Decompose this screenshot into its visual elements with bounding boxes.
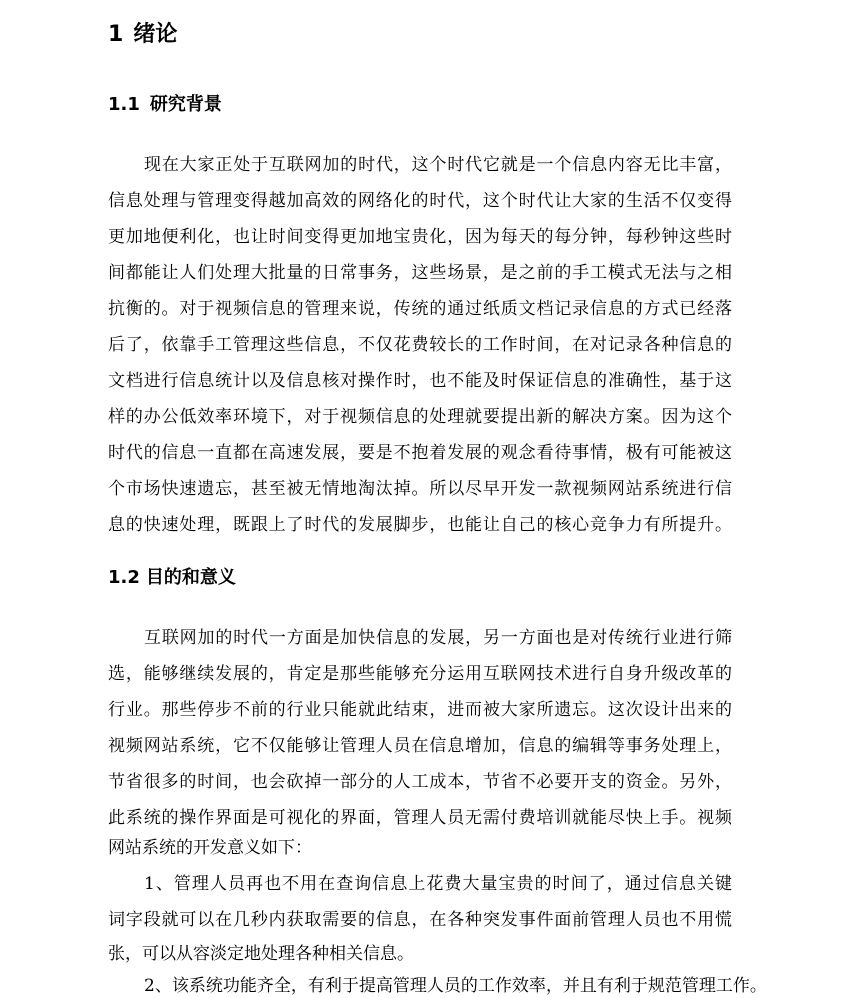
- section-title: 研究背景: [149, 94, 222, 115]
- list-item-line: 1、管理人员再也不用在查询信息上花费大量宝贵的时间了，通过信息关键: [144, 874, 732, 894]
- paragraph-line: 行业。那些停步不前的行业只能就此结束，进而被大家所遗忘。这次设计出来的: [108, 700, 732, 720]
- chapter-number: 1: [108, 22, 124, 47]
- paragraph-line: 视频网站系统，它不仅能够让管理人员在信息增加，信息的编辑等事务处理上，: [108, 736, 732, 756]
- section-heading-1-1: [108, 92, 222, 118]
- paragraph-line: 选，能够继续发展的，肯定是那些能够充分运用互联网技术进行自身升级改革的: [108, 664, 732, 684]
- list-item-line: 张，可以从容淡定地处理各种相关信息。: [108, 944, 414, 964]
- paragraph-line: 此系统的操作界面是可视化的界面，管理人员无需付费培训就能尽快上手。视频: [108, 808, 732, 828]
- chapter-heading: [108, 20, 177, 50]
- section-number: 1.2: [108, 567, 140, 588]
- paragraph-line: 后了，依靠手工管理这些信息，不仅花费较长的工作时间，在对记录各种信息的: [108, 335, 732, 355]
- paragraph-line: 现在大家正处于互联网加的时代，这个时代它就是一个信息内容无比丰富，: [144, 155, 732, 175]
- paragraph-line: 节省很多的时间，也会砍掉一部分的人工成本，节省不必要开支的资金。另外，: [108, 772, 732, 792]
- paragraph-line: 文档进行信息统计以及信息核对操作时，也不能及时保证信息的准确性，基于这: [108, 371, 732, 391]
- list-item-line: 词字段就可以在几秒内获取需要的信息，在各种突发事件面前管理人员也不用慌: [108, 910, 732, 930]
- list-item-line-cut-off: 2、该系统功能齐全，有利于提高管理人员的工作效率，并且有利于规范管理工作。: [144, 976, 767, 996]
- paragraph-line: 更加地便利化，也让时间变得更加地宝贵化，因为每天的每分钟，每秒钟这些时: [108, 227, 732, 247]
- paragraph-line: 信息处理与管理变得越加高效的网络化的时代，这个时代让大家的生活不仅变得: [108, 191, 732, 211]
- paragraph-line: 抗衡的。对于视频信息的管理来说，传统的通过纸质文档记录信息的方式已经落: [108, 299, 732, 319]
- paragraph-line: 互联网加的时代一方面是加快信息的发展，另一方面也是对传统行业进行筛: [144, 628, 732, 648]
- chapter-title: 绪论: [133, 22, 178, 47]
- section-heading-1-2: [108, 565, 236, 591]
- paragraph-line: 个市场快速遗忘，甚至被无情地淘汰掉。所以尽早开发一款视频网站系统进行信: [108, 479, 732, 499]
- paragraph-line: 息的快速处理，既跟上了时代的发展脚步，也能让自己的核心竞争力有所提升。: [108, 515, 732, 535]
- section-title: 目的和意义: [145, 567, 236, 588]
- section-number: 1.1: [108, 94, 140, 115]
- paragraph-line: 样的办公低效率环境下，对于视频信息的处理就要提出新的解决方案。因为这个: [108, 407, 732, 427]
- paragraph-line: 间都能让人们处理大批量的日常事务，这些场景，是之前的手工模式无法与之相: [108, 263, 732, 283]
- paragraph-line: 时代的信息一直都在高速发展，要是不抱着发展的观念看待事情，极有可能被这: [108, 443, 732, 463]
- paragraph-line: 网站系统的开发意义如下：: [108, 838, 312, 858]
